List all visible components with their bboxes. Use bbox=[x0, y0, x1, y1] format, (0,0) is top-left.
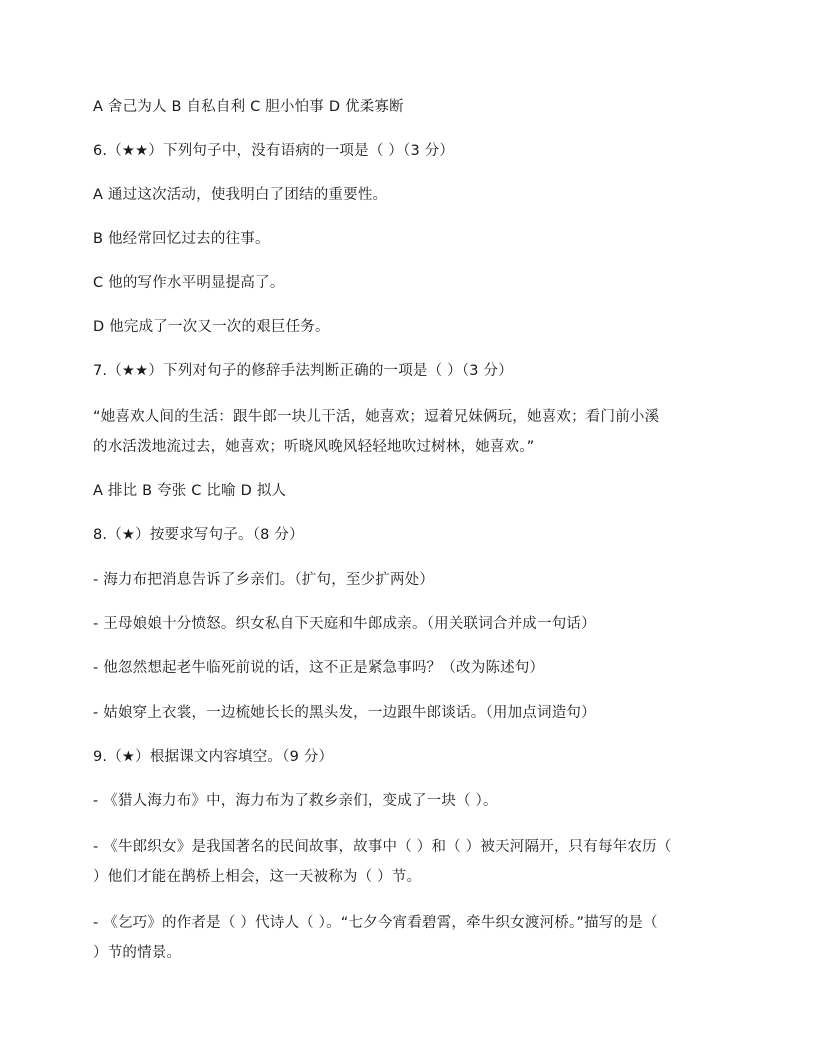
q9-item-1: - 《猎人海力布》中，海力布为了救乡亲们，变成了一块（ ）。 bbox=[93, 793, 498, 809]
q6-option-c: C 他的写作水平明显提高了。 bbox=[93, 275, 285, 291]
q8-item-2: - 王母娘娘十分愤怒。织女私自下天庭和牛郎成亲。（用关联词合并成一句话） bbox=[93, 616, 596, 632]
q9-item-2-line-1: - 《牛郎织女》是我国著名的民间故事，故事中（ ）和（ ）被天河隔开，只有每年农历（ bbox=[93, 839, 672, 855]
q6-option-a: A 通过这次活动，使我明白了团结的重要性。 bbox=[93, 187, 388, 203]
q5-options: A 舍己为人 B 自私自利 C 胆小怕事 D 优柔寡断 bbox=[93, 99, 404, 115]
q9-item-3-line-2: ）节的情景。 bbox=[93, 945, 182, 961]
q7-quote bbox=[93, 402, 725, 462]
q8-item-4: - 姑娘穿上衣裳，一边梳她长长的黑头发，一边跟牛郎谈话。（用加点词造句） bbox=[93, 705, 596, 721]
q7-options: A 排比 B 夸张 C 比喻 D 拟人 bbox=[93, 483, 287, 499]
q9-stem: 9.（★）根据课文内容填空。（9 分） bbox=[93, 749, 334, 765]
q9-item-3 bbox=[93, 908, 725, 968]
q6-stem: 6.（★★）下列句子中，没有语病的一项是（ ）（3 分） bbox=[93, 143, 455, 159]
q8-item-1: - 海力布把消息告诉了乡亲们。（扩句，至少扩两处） bbox=[93, 572, 435, 588]
q7-quote-line-2: 的水活泼地流过去，她喜欢；听晓风晚风轻轻地吹过树林，她喜欢。” bbox=[93, 439, 535, 455]
q8-item-3: - 他忽然想起老牛临死前说的话，这不正是紧急事吗？（改为陈述句） bbox=[93, 660, 545, 676]
q7-quote-line-1: “她喜欢人间的生活：跟牛郎一块儿干活，她喜欢；逗着兄妹俩玩，她喜欢；看门前小溪 bbox=[93, 409, 660, 425]
q6-option-b: B 他经常回忆过去的往事。 bbox=[93, 231, 270, 247]
q9-item-2-line-2: ）他们才能在鹊桥上相会，这一天被称为（ ）节。 bbox=[93, 869, 422, 885]
q9-item-3-line-1: - 《乞巧》的作者是（ ）代诗人（ ）。“七夕今宵看碧霄，牵牛织女渡河桥。”描写的是（ bbox=[93, 915, 658, 931]
q6-option-d: D 他完成了一次又一次的艰巨任务。 bbox=[93, 319, 330, 335]
q7-stem: 7.（★★）下列对句子的修辞手法判断正确的一项是（ ）（3 分） bbox=[93, 363, 513, 379]
q8-stem: 8.（★）按要求写句子。（8 分） bbox=[93, 527, 304, 543]
q9-item-2 bbox=[93, 832, 725, 892]
